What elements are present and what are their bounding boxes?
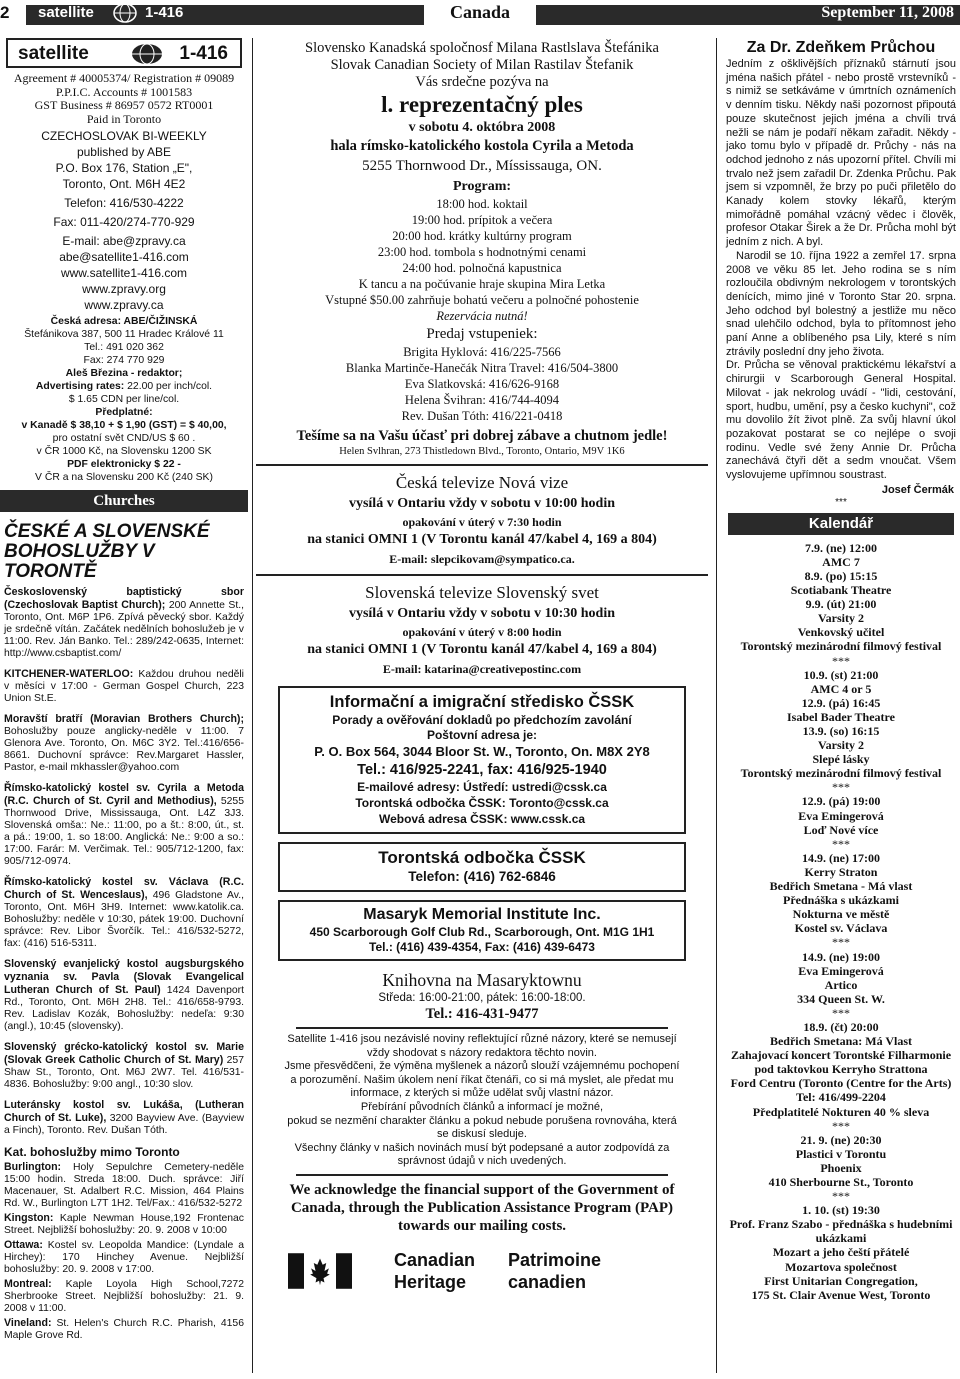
program-item: 23:00 hod. tombola s hodnotnými cenami xyxy=(377,245,587,259)
church-entry xyxy=(0,586,248,660)
globe-icon xyxy=(130,42,164,66)
kat-details: Kaple Loyola High School,7272 Sherbrooke Street. Nejbližší bohoslužby: 21. 9. 2008 v 11:00. xyxy=(4,1279,244,1314)
kat-city: Kingston: xyxy=(4,1212,54,1224)
calendar-line: Tel: 416/499-2204 xyxy=(796,1090,886,1105)
odbocka-box: Torontská odbočka ČSSK Telefon: (416) 762-6846 xyxy=(278,842,686,892)
calendar-line: *** xyxy=(832,1118,850,1133)
calendar-list xyxy=(722,541,960,1302)
kat-title: Kat. bohoslužby mimo Toronto xyxy=(4,1145,180,1159)
kat-entry xyxy=(0,1161,248,1210)
church-details: 200 Annette St., Toronto, Ont. M6P 1P6. Zpívá pěvecký sbor. Každý je srdečně vítán. Začátek nedělních bohoslužeb je v 11:00. Rev. Ján Banko. Tel.: 289/242-0635, Internet: http://www.csbaptist.com/ xyxy=(4,600,244,659)
masthead-brand: satellite xyxy=(18,43,89,64)
disclaimer: Satellite 1-416 jsou nezávislé noviny reflektující různé názory, které se nemusejí vždy shodovat s názory redaktora těchto novin. Jsme přesvědčeni, že výměna myšlenek a názorů slouží vzájemnému pochopení a porozumění. Našim úkolem není říkat čtenáři, co si má myslet, ale předat mu informace, z kterých si může udělat svůj vlastní názor. Přebírání původních článků a informací je možné, pokud se nezmění charakter článku a pokud nebude porušena rovnováha, která se diskusí sleduje. Všechny články v našich novinách musí být podepsané a autor zodpovídá za správnost údajů v nich uvedených. xyxy=(284,1033,680,1168)
kat-entry xyxy=(0,1212,248,1237)
church-details: 3200 Bayview Ave. (Bayview a Finch), Toronto. Rev. Dušan Tóth. xyxy=(4,1113,244,1136)
church-details: Bohoslužby pouze anglicky-neděle v 11:00. 7 Glenora Ave. Toronto, On. M6C 3Y2. Tel.:416/656-8661. Duchovní správce: Rev.Margaret Hassler, Pastor, e-mail mkhassler@yahoo.com xyxy=(4,726,244,773)
calendar-line: *** xyxy=(832,1189,850,1204)
calendar-line: Nokturna ve městě xyxy=(792,907,890,922)
kat-details: St. Helen's Church R.C. Pharish, 4156 Maple Grove Rd. xyxy=(4,1318,244,1341)
church-entry xyxy=(0,782,248,868)
calendar-line: Torontský mezinárodní filmový festival xyxy=(740,766,942,781)
kat-entry xyxy=(0,1278,248,1315)
calendar-line: Artico xyxy=(824,977,858,992)
canada-flag-icon xyxy=(288,1253,352,1289)
calendar-line: Přednáška s ukázkami xyxy=(782,893,900,908)
church-name: KITCHENER-WATERLOO: xyxy=(4,668,134,680)
calendar-line: Mozartova společnost xyxy=(785,1259,897,1274)
masthead-issue: 1-416 xyxy=(179,43,228,64)
church-name: Slovenský grécko-katolický kostol sv. Marie (Slovak Greek Catholic Church of St. Mary) xyxy=(4,1041,244,1066)
middle-column: Slovensko Kanadská spoločnosf Milana Rastlslava Štefánika Slovak Canadian Society of Milan Rastilav Štefanik Vás srdečne pozýva na l. reprezentačný ples v sobotu 4. októbra 2008 hala rímsko-katolického kostola Cyrila a Metoda 5255 Thornwood Dr., Míssissauga, ON. Program: 18:00 hod. koktail 19:00 hod. prípitok a večera 20:00 hod. krátky kultúrny program 23:00 hod. tombola s hodnotnými cenami 24:00 hod. polnočná kapustnica K tancu a na počúvanie hraje skupina Mira Letka Vstupné $50.00 zahrňuje bohatú večeru a polnočné pohostenie Rezervácia nutná! Predaj vstupeniek: Brigita Hyklová: 416/225-7566 Blanka Martinče-Hanečák Nitra Travel: 416/504-3800 Eva Slatkovská: 416/626-9168 Helena Švihran: 416/744-4094 Rev. Dušan Tóth: 416/221-0418 Tešíme sa na Vašu účasť pri dobrej zábave a chutnom jedle! Helen Svlhran, 273 Thistledown Blvd., Toronto, Ontario, M9V 1K6 Česká televize Nová vize vysílá v Ontariu vždy v sobotu v 10:00 hodin opakování v úterý v 7:30 hodin na stanici OMNI 1 (V Torontu kanál 47/kabel 4, 169 a 804) E-mail: slepcikovam@sympatico.ca. Slovenská televize Slovenský svet vysílá v Ontariu vždy v sobotu v 10:30 hodin opakování v úterý v 8:00 hodin na stanici OMNI 1 (V Torontu kanál 47/kabel 4, 169 a 804) E-mail: katarina@creativepostinc.com Informační a imigrační středisko ČSSK Porady a ověřování dokladů po předchozím zavolání Poštovní adresa je: P. O. Box 564, 3044 Bloor St. W., Toronto, On. M8X 2Y8 Tel.: 416/925-2241, fax: 416/925-1940 E-mailové adresy: Ústředí: ustredi@cssk.ca Torontská odbočka ČSSK: Toronto@cssk.ca Webová adresa ČSSK: www.cssk.ca Torontská odbočka ČSSK Telefon: (416) 762-6846 Masaryk Memorial Institute Inc. 450 Scarborough Golf Club Rd., Scarborough, Ont. M1G 1H1 Tel.: (416) 439-4354, Fax: (416) 439-6473 Knihovna na Masaryktownu Středa: 16:00-21:00, pátek: 16:00-18:00. Tel.: 416-431-9477 Satellite 1-416 jsou nezávislé noviny reflektující různé názory, které se nemusejí vždy shodovat s názory redaktora těchto novin. Jsme přesvědčeni, že výměna myšlenek a názorů slouží vzájemnému pochopení a porozumění. Našim úkolem není říkat čtenáři, co si má myslet, ale předat mu informace, z kterých si může udělat svůj vlastní názor. Přebírání původních článků a informací je možné, pokud se nezmění charakter článku a pokud nebude porušena rovnováha, která se diskusí sleduje. Všechny články v našich novinách musí být podepsané a autor zodpovídá za správnost údajů v nich uvedených. We acknowledge the financial support of the Government of Canada, through the Publication Assistance Program (PAP) towards our mailing costs. Canadian Heritage Patrimoine canadien xyxy=(256,38,708,1301)
calendar-line: Plastici v Torontu xyxy=(795,1146,887,1161)
masthead-info: Agreement # 40005374/ Registration # 09089 P.P.I.C. Accounts # 1001583 GST Business # 86957 0572 RT0001 Paid in Toronto CZECHOSLOVAK BI-WEEKLY published by ABE P.O. Box 176, Station „E", Toronto, Ont. M6H 4E2 Telefon: 416/530-4222 Fax: 011-420/274-770-929 E-mail: abe@zpravy.ca abe@satellite1-416.com www.satellite1-416.com www.zpravy.org www.zpravy.ca Česká adresa: ABE/ČIŽINSKÁ Štefánikova 387, 500 11 Hradec Králové 11 Tel.: 491 020 362 Fax: 274 770 929 Aleš Březina - redaktor; Advertising rates: 22.00 per inch/col. $ 1.65 CDN per line/col. Předplatné: v Kanadě $ 38,10 + $ 1,90 (GST) = $ 40,00, pro ostatní svět CND/US $ 60 . v ČR 1000 Kč, na Slovensku 1200 SK PDF elektronicky $ 22 - V ČR a na Slovensku 200 Kč (240 SK) xyxy=(0,68,248,484)
kat-list xyxy=(0,1161,248,1342)
page-header xyxy=(0,0,960,32)
church-name: Slovenský evanjelický kostol augsburgského vyznania sv. Pavla (Slovak Evangelical Lutheran Church of St. Paul) xyxy=(4,958,244,996)
calendar-line: Eva Emingerová xyxy=(798,808,884,823)
church-entry xyxy=(0,1099,248,1137)
ticket-contact: Blanka Martinče-Hanečák Nitra Travel: 416/504-3800 xyxy=(345,361,619,375)
web-link[interactable]: www.zpravy.ca xyxy=(84,298,164,312)
canadian-heritage-logo: Canadian Heritage Patrimoine canadien xyxy=(256,1241,708,1301)
calendar-line: 334 Queen St. W. xyxy=(797,991,885,1006)
churches-bar: Churches xyxy=(0,490,248,512)
calendar-line: Phoenix xyxy=(820,1160,862,1175)
email-link[interactable]: E-mail: slepcikovam@sympatico.ca. xyxy=(389,552,575,566)
calendar-line: Předplatitelé Nokturen 40 % sleva xyxy=(752,1104,930,1119)
email-link[interactable]: abe@satellite1-416.com xyxy=(59,250,189,264)
tv-sk-title: Slovenská televize Slovenský svet xyxy=(365,583,599,602)
church-details: 5255 Thornwood Drive, Mississauga, Ont. L4Z 3J3. Slovenská omša:: Ne.: 11:00, po a št.: 8:00, út., st. a pá.: 19:00, 1. so 18:00. Anglická: Ne.: 9:00 a so.: 17:00. Farár: M. Verčimak. Tel.: 905/712-1200, fax: 905/712-0974. xyxy=(4,796,244,867)
program-item: Vstupné $50.00 zahrňuje bohatú večeru a polnočné pohostenie xyxy=(325,293,639,307)
church-name: Československý baptistický sbor (Czechoslovak Baptist Church); xyxy=(4,586,244,611)
church-details: 496 Gladstone Av., Toronto, Ont. M6H 3H9. Internet: www.katolik.ca. Bohoslužby: neděle v 10:30, pátek 19:00. Duchovní správce: Rev. Libor Švorčík. Tel.: 416/532-5272, fax: (416) 516-5311. xyxy=(4,890,244,949)
email-link[interactable]: E-mail: katarina@creativepostinc.com xyxy=(382,662,582,676)
program-item: 18:00 hod. koktail xyxy=(436,197,528,211)
obituary-author: Josef Čermák xyxy=(881,483,954,496)
calendar-line: Loď Nové více xyxy=(803,822,879,837)
header-issue: 1-416 xyxy=(145,4,184,21)
obituary-title: Za Dr. Zdeňkem Průchou xyxy=(746,39,936,56)
ticket-contact: Helena Švihran: 416/744-4094 xyxy=(404,393,560,407)
tickets-list xyxy=(256,344,708,424)
calendar-line: Bedřich Smetana - Má vlast xyxy=(769,879,913,894)
support-note: We acknowledge the financial support of the Government of Canada, through the Publication Assistance Program (PAP) towards our mailing costs. xyxy=(289,1181,675,1234)
calendar-line: 12.9. (pá) 16:45 xyxy=(801,695,881,710)
calendar-line: Prof. Franz Szabo - přednáška s hudebními ukázkami xyxy=(729,1217,953,1246)
ticket-contact: Rev. Dušan Tóth: 416/221-0418 xyxy=(401,409,563,423)
calendar-line: Varsity 2 xyxy=(818,611,864,626)
calendar-line: 18.9. (čt) 20:00 xyxy=(803,1019,879,1034)
calendar-line: *** xyxy=(832,780,850,795)
calendar-line: 7.9. (ne) 12:00 xyxy=(805,540,877,555)
kat-city: Ottawa: xyxy=(4,1239,43,1251)
calendar-line: AMC 4 or 5 xyxy=(810,681,872,696)
ticket-contact: Eva Slatkovská: 416/626-9168 xyxy=(404,377,560,391)
calendar-line: Scotiabank Theatre xyxy=(790,583,892,598)
kat-city: Burlington: xyxy=(4,1161,62,1173)
church-details: 1424 Davenport Rd., Toronto, Ont. M6H 2H8. Tel.: 416/658-9793. Rev. Ladislav Kozák, Bohoslužby: nedeľa: 9:30 (angl.), 10:45 (slovensky). xyxy=(4,985,244,1032)
obituary-text: Jedním z ošklivějších příznaků stárnutí jsou jména našich přátel - nebo prostě vrstevníků - s nimiž se setkáváme v úmrtních oznámeních v denním tisku. Někdy naši pozornost připoutá pouze skutečnost jejich jména a chvíli trvá nežli se nám je podaří někam zařadit. Někdy - jako tomu bylo v případě dr. Průchy - nás na odchod jednoho z nás upozorní přítel. Chvíli mi trvalo než jsem zařadil Dr. Zdenka Průchu. Pak jsem si vzpomněl, že brzy po puči přiletělo do Kanady kolem stovky lékařů, kterým mimořádně pomáhal vzácný vědec i člověk, profesor Otakar Širek a že Dr. Průcha mohl být jedním z nich. A byl. xyxy=(726,58,956,249)
kat-entry xyxy=(0,1317,248,1342)
calendar-line: Eva Emingerová xyxy=(798,963,884,978)
header-brand: satellite xyxy=(38,4,94,21)
kat-city: Vineland: xyxy=(4,1317,52,1329)
church-list xyxy=(0,586,248,1137)
calendar-line: *** xyxy=(832,935,850,950)
calendar-line: *** xyxy=(832,653,850,668)
calendar-line: Venkovský učitel xyxy=(797,625,885,640)
calendar-line: 10.9. (st) 21:00 xyxy=(803,667,879,682)
left-column xyxy=(0,38,248,1344)
cssk-box: Informační a imigrační středisko ČSSK Porady a ověřování dokladů po předchozím zavolání Poštovní adresa je: P. O. Box 564, 3044 Bloor St. W., Toronto, On. M8X 2Y8 Tel.: 416/925-2241, fax: 416/925-1940 E-mailové adresy: Ústředí: ustredi@cssk.ca Torontská odbočka ČSSK: Toronto@cssk.ca Webová adresa ČSSK: www.cssk.ca xyxy=(278,686,686,834)
calendar-line: 9.9. (út) 21:00 xyxy=(805,597,877,612)
calendar-line: pod taktovkou Kerryho Strattona xyxy=(754,1062,928,1077)
kat-entry xyxy=(0,1239,248,1276)
calendar-line: Ford Centru (Toronto (Centre for the Arts) xyxy=(730,1076,952,1091)
church-entry xyxy=(0,958,248,1033)
calendar-line: Torontský mezinárodní filmový festival xyxy=(740,639,942,654)
calendar-line: 8.9. (po) 15:15 xyxy=(804,568,878,583)
program-item: 24:00 hod. polnočná kapustnica xyxy=(402,261,562,275)
calendar-line: Isabel Bader Theatre xyxy=(786,709,895,724)
kat-details: Kaple Newman House,192 Frontenac Street. Nejbližší bohoslužby: 20. 9. 2008 v 10:00 xyxy=(4,1213,244,1236)
church-entry xyxy=(0,713,248,774)
calendar-line: Varsity 2 xyxy=(818,738,864,753)
calendar-line: 14.9. (ne) 19:00 xyxy=(802,949,880,964)
churches-title: ČESKÉ A SLOVENSKÉ BOHOSLUŽBY V TORONTĚ xyxy=(4,521,210,582)
kat-details: Holy Sepulchre Cemetery-neděle 15:00 hodin. Streda 18:00. Duch. správce: Jiří Macenauer, St. Adalbert R.C. Mission, 464 Plains Rd. W., Burlington L7T 1H2. Tel/Fax.: 416/532-5272 xyxy=(4,1162,244,1209)
program-item: K tancu a na počúvanie hraje skupina Mira Letka xyxy=(358,277,606,291)
calendar-line: Mozart a jeho čeští přátelé xyxy=(772,1245,910,1260)
tv-cz-title: Česká televize Nová vize xyxy=(395,473,569,492)
header-country: Canada xyxy=(449,2,511,22)
church-details: Každou druhou neděli v měsíci v 17:00 - German Gospel Church, 223 Union St.E. xyxy=(4,669,244,704)
masthead-logo xyxy=(6,38,242,68)
calendar-line: Slepé lásky xyxy=(812,752,870,767)
calendar-line: *** xyxy=(832,1005,850,1020)
calendar-line: First Unitarian Congregation, xyxy=(764,1273,918,1288)
calendar-line: Bedřich Smetana: Má Vlast xyxy=(769,1034,913,1049)
program-item: 20:00 hod. krátky kultúrny program xyxy=(392,229,572,243)
email-link[interactable]: E-mail: abe@zpravy.ca xyxy=(62,234,186,248)
kat-details: Kostel sv. Leopolda Mandice: (Lyndale a Hirchey): 170 Hinchey Avenue. Nejbližší bohoslužby: 20. 9. 2008 v 17:00. xyxy=(4,1240,244,1275)
calendar-line: 12.9. (pá) 19:00 xyxy=(801,794,881,809)
library-title: Knihovna na Masaryktownu xyxy=(382,970,582,990)
calendar-line: 410 Sherbourne St., Toronto xyxy=(768,1175,914,1190)
ball-title: l. reprezentačný ples xyxy=(381,92,583,117)
calendar-line: 1. 10. (st) 19:30 xyxy=(802,1203,880,1218)
web-link[interactable]: www.satellite1-416.com xyxy=(60,266,188,280)
calendar-bar: Kalendář xyxy=(728,513,954,535)
calendar-line: 21. 9. (ne) 20:30 xyxy=(800,1132,882,1147)
calendar-line: 175 St. Clair Avenue West, Toronto xyxy=(751,1287,931,1302)
calendar-line: Kerry Straton xyxy=(804,864,878,879)
kat-city: Montreal: xyxy=(4,1278,52,1290)
web-link[interactable]: www.zpravy.org xyxy=(82,282,166,296)
program-item: 19:00 hod. prípitok a večera xyxy=(411,213,553,227)
globe-icon xyxy=(112,2,138,24)
calendar-line: 13.9. (so) 16:15 xyxy=(802,724,880,739)
calendar-line: *** xyxy=(832,836,850,851)
church-name: Moravští bratří (Moravian Brothers Church); xyxy=(4,713,244,725)
right-column: Za Dr. Zdeňkem Průchou Jedním z ošklivějších příznaků stárnutí jsou jména našich přátel - nebo prostě vrstevníků - s nimiž se setkáváme v úmrtních oznámeních v denním tisku. Někdy naši pozornost připoutá pouze skutečnost jejich jména a chvíli trvá nežli se nám je podaří někam zařadit. Někdy - jako tomu bylo v případě dr. Průchy - nás na odchod jednoho z nás upozorní přítel. Chvíli mi trvalo než jsem zařadil Dr. Zdenka Průchu. Pak jsem si vzpomněl, že brzy po puči přiletělo do Kanady kolem stovky lékařů, kterým mimořádně pomáhal vzácný vědec i člověk, profesor Otakar Širek a že Dr. Průcha mohl být jedním z nich. A byl. Narodil se 10. října 1922 a zemřel 17. srpna 2008 ve věku 85 let. Jeho rodina se s ním rozloučila obdivným nekrologem v torontských denících, mimo jiné v Toronto Star 20. srpna. Jeho odchod byl bolestný a jestliže mu něco snad ulehčilo odchod, byla to přítomnost jeho paní Anne a oblíbeného psa Lily, které s ním ztrávily poslední dny jeho života. Dr. Průcha se věnoval praktickému lékařství a chirurgii v Scarborough General Hospital. Milovat - jak nekrolog uvádí - "lidi, cestování, sport, hudbu, umění, psy a česko kuchyni", což mu dovolilo žít život plně. Za svůj hlavní úkol pozakovat postarat se co nejlépe o svoji rodinu. Vedle své ženy Annie Dr. Průcha zanechává čtyři dět a sedm vnoučat. Všem vyslovujeme upřímnou soustrast. Josef Čermák *** Kalendář 7.9. (ne) 12:00 AMC 7 8.9. (po) 15:15 Scotiabank Theatre 9.9. (út) 21:00 Varsity 2 Venkovský učitel Torontský mezinárodní filmový festival *** 10.9. (st) 21:00 AMC 4 or 5 12.9. (pá) 16:45 Isabel Bader Theatre 13.9. (so) 16:15 Varsity 2 Slepé lásky Torontský mezinárodní filmový festival *** 12.9. (pá) 19:00 Eva Emingerová Loď Nové více *** 14.9. (ne) 17:00 Kerry Straton Bedřich Smetana - Má vlast Přednáška s ukázkami Nokturna ve městě Kostel sv. Václava *** 14.9. (ne) 19:00 Eva Emingerová Artico 334 Queen St. W. *** 18.9. (čt) 20:00 Bedřich Smetana: Má Vlast Zahajovací koncert Torontské Filharmonie pod taktovkou Kerryho Strattona Ford Centru (Toronto (Centre for the Arts) Tel: 416/499-2204 Předplatitelé Nokturen 40 % sleva *** 21. 9. (ne) 20:30 Plastici v Torontu Phoenix 410 Sherbourne St., Toronto *** 1. 10. (st) 19:30 Prof. Franz Szabo - přednáška s hudebními ukázkami Mozart a jeho čeští přátelé Mozartova společnost First Unitarian Congregation, 175 St. Clair Avenue West, Toronto xyxy=(722,38,960,1302)
masaryk-box: Masaryk Memorial Institute Inc. 450 Scarborough Golf Club Rd., Scarborough, Ont. M1G 1H1 Tel.: (416) 439-4354, Fax: (416) 439-6473 xyxy=(278,900,686,961)
calendar-line: Kostel sv. Václava xyxy=(794,921,888,936)
program-list xyxy=(256,196,708,308)
page-number: 2 xyxy=(0,3,10,22)
church-entry xyxy=(0,668,248,705)
church-name: Římsko-katolický kostel sv. Václava (R.C. Church of St. Wenceslaus), xyxy=(4,876,244,901)
church-entry xyxy=(0,1041,248,1091)
header-date: September 11, 2008 xyxy=(821,4,954,21)
calendar-line: AMC 7 xyxy=(822,554,860,569)
church-details: 257 Shaw St., Toronto, Ont. M6J 2W7. Tel. 416/531-4836. Bohoslužby: 9:00 angl., 10:30 slov. xyxy=(4,1055,244,1090)
ticket-contact: Brigita Hyklová: 416/225-7566 xyxy=(403,345,561,359)
calendar-line: Zahajovací koncert Torontské Filharmonie xyxy=(730,1048,952,1063)
church-entry xyxy=(0,876,248,950)
calendar-line: 14.9. (ne) 17:00 xyxy=(802,850,880,865)
church-name: Luteránsky kostol sv. Lukáša, (Lutheran Church of St. Luke), xyxy=(4,1099,244,1124)
church-name: Římsko-katolický kostel sv. Cyrila a Metoda (R.C. Church of St. Cyril and Methodius), xyxy=(4,782,244,807)
